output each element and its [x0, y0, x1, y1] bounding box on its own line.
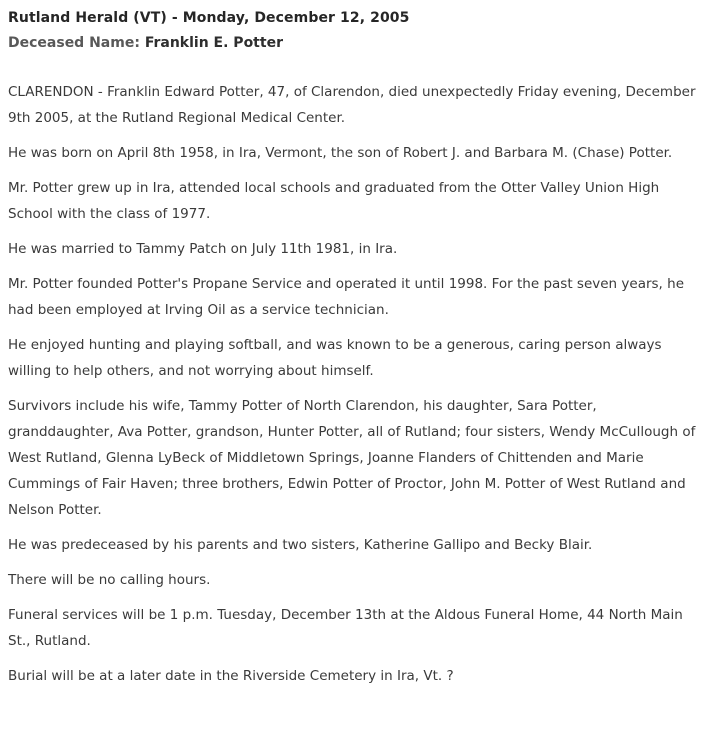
obituary-paragraph-predeceased: He was predeceased by his parents and two sisters, Katherine Gallipo and Becky Blair.: [8, 537, 593, 553]
obituary-paragraph-calling-hours: There will be no calling hours.: [8, 572, 211, 588]
deceased-name-value: Franklin E. Potter: [144, 35, 283, 51]
obituary-paragraph-birth: He was born on April 8th 1958, in Ira, Vermont, the son of Robert J. and Barbara M. (Chase) Potter.: [8, 145, 673, 161]
obituary-paragraph-funeral: Funeral services will be 1 p.m. Tuesday, December 13th at the Aldous Funeral Home, 44 North Main St., Rutland.: [8, 607, 683, 649]
obituary-paragraph-burial: Burial will be at a later date in the Riverside Cemetery in Ira, Vt. ?: [8, 668, 454, 684]
obituary-paragraph-survivors: Survivors include his wife, Tammy Potter of North Clarendon, his daughter, Sara Potter, granddaughter, Ava Potter, grandson, Hunter Potter, all of Rutland; four sisters, Wendy McCullough of West Rutland, Glenna LyBeck of Middletown Springs, Joanne Flanders of Chittenden and Marie Cummings of Fair Haven; three brothers, Edwin Potter of Proctor, John M. Potter of West Rutland and Nelson Potter.: [8, 398, 696, 518]
obituary-paragraph-education: Mr. Potter grew up in Ira, attended local schools and graduated from the Otter Valley Union High School with the class of 1977.: [8, 180, 660, 222]
obituary-body: [8, 79, 706, 689]
source-date-line: Rutland Herald (VT) - Monday, December 12, 2005: [8, 10, 410, 26]
obituary-header: [8, 8, 706, 53]
obituary-paragraph-hobbies: He enjoyed hunting and playing softball, and was known to be a generous, caring person always willing to help others, and not worrying about himself.: [8, 337, 662, 379]
obituary-paragraph-marriage: He was married to Tammy Patch on July 11th 1981, in Ira.: [8, 241, 398, 257]
obituary-paragraph-intro: CLARENDON - Franklin Edward Potter, 47, of Clarendon, died unexpectedly Friday evening, December 9th 2005, at the Rutland Regional Medical Center.: [8, 84, 696, 126]
obituary-paragraph-career: Mr. Potter founded Potter's Propane Service and operated it until 1998. For the past seven years, he had been employed at Irving Oil as a service technician.: [8, 276, 684, 318]
deceased-name-line: [8, 33, 706, 53]
deceased-name-label: Deceased Name:: [8, 35, 140, 51]
